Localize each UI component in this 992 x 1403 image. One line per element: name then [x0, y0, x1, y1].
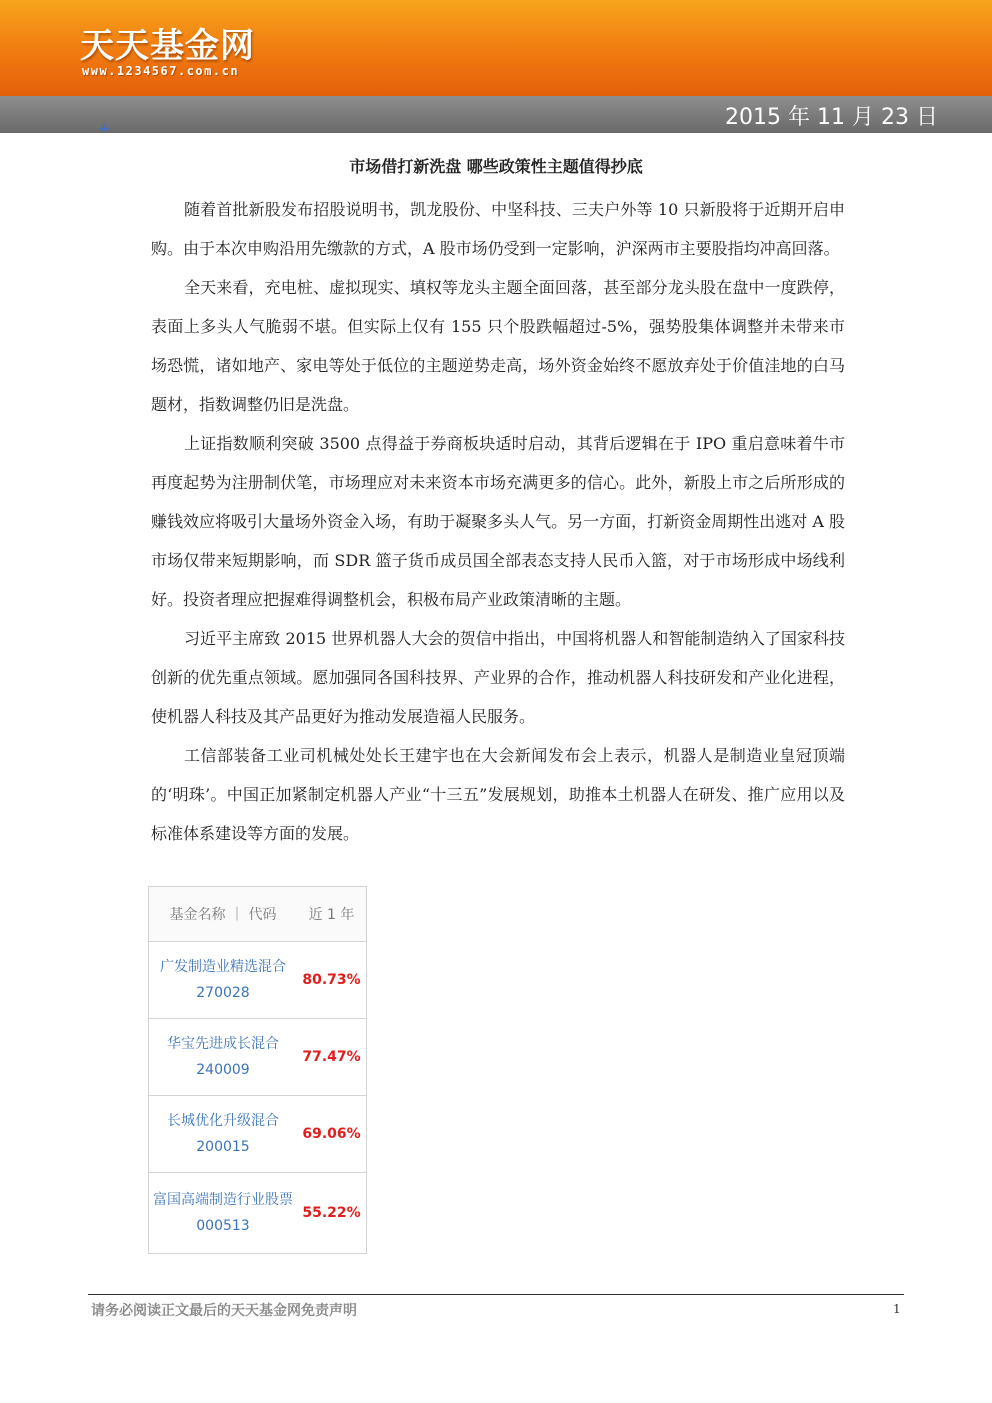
fund-code[interactable]: 200015 — [196, 1139, 250, 1155]
logo-url[interactable]: www.1234567.com.cn — [82, 64, 240, 78]
fund-name[interactable]: 长城优化升级混合 — [167, 1113, 279, 1129]
fund-name[interactable]: 广发制造业精选混合 — [160, 959, 286, 975]
fund-name-cell[interactable] — [149, 1031, 297, 1083]
fund-name-cell[interactable] — [149, 1187, 297, 1239]
header-1y-return: 近 1 年 — [308, 907, 355, 923]
paragraph: 习近平主席致 2015 世界机器人大会的贺信中指出，中国将机器人和智能制造纳入了国家科技创新的优先重点领域。愿加强同各国科技界、产业界的合作，推动机器人科技研发和产业化进程，使机器人科技及其产品更好为推动发展造福人民服务。 — [151, 629, 845, 726]
fund-row[interactable] — [149, 942, 366, 1019]
paragraph: 随着首批新股发布招股说明书，凯龙股份、中坚科技、三夫户外等 10 只新股将于近期开启申购。由于本次申购沿用先缴款的方式，A 股市场仍受到一定影响，沪深两市主要股指均冲高回落。 — [151, 200, 845, 258]
fund-name-cell[interactable] — [149, 954, 297, 1006]
fund-return: 69.06% — [302, 1126, 361, 1142]
footer-divider — [88, 1294, 904, 1295]
paragraph: 工信部装备工业司机械处处长王建宇也在大会新闻发布会上表示，机器人是制造业皇冠顶端的‘明珠’。中国正加紧制定机器人产业“十三五”发展规划，助推本土机器人在研发、推广应用以及标准体系建设等方面的发展。 — [151, 746, 845, 843]
fund-table — [148, 886, 367, 1254]
logo[interactable]: 天天基金网 — [80, 26, 255, 66]
paragraph: 全天来看，充电桩、虚拟现实、填权等龙头主题全面回落，甚至部分龙头股在盘中一度跌停，表面上多头人气脆弱不堪。但实际上仅有 155 只个股跌幅超过-5%，强势股集体调整并未带来市场恐慌，诸如地产、家电等处于低位的主题逆势走高，场外资金始终不愿放弃处于价值洼地的白马题材，指数调整仍旧是洗盘。 — [151, 278, 845, 414]
fund-table-header — [149, 887, 366, 942]
report-date: 2015 年 11 月 23 日 — [725, 105, 938, 130]
paragraph: 上证指数顺利突破 3500 点得益于券商板块适时启动，其背后逻辑在于 IPO 重启意味着牛市再度起势为注册制伏笔，市场理应对未来资本市场充满更多的信心。此外，新股上市之后所形成的赚钱效应将吸引大量场外资金入场，有助于凝聚多头人气。另一方面，打新资金周期性出逃对 A 股市场仅带来短期影响，而 SDR 篮子货币成员国全部表态支持人民币入篮，对于市场形成中场线利好。投资者理应把握难得调整机会，积极布局产业政策清晰的主题。 — [151, 434, 845, 609]
fund-row[interactable] — [149, 1173, 366, 1253]
fund-code[interactable]: 240009 — [196, 1062, 250, 1078]
site-header — [0, 0, 992, 96]
fund-code[interactable]: 000513 — [196, 1218, 250, 1234]
fund-code[interactable]: 270028 — [196, 985, 250, 1001]
plus-icon: + — [98, 121, 110, 137]
fund-row[interactable] — [149, 1096, 366, 1173]
fund-return: 77.47% — [302, 1049, 361, 1065]
date-bar — [0, 96, 992, 133]
page-number: 1 — [893, 1302, 901, 1316]
fund-return: 80.73% — [302, 972, 361, 988]
header-fund-name-code: 基金名称 ｜ 代码 — [169, 907, 277, 923]
fund-row[interactable] — [149, 1019, 366, 1096]
fund-name[interactable]: 富国高端制造行业股票 — [153, 1192, 293, 1208]
disclaimer-notice: 请务必阅读正文最后的天天基金网免责声明 — [91, 1303, 357, 1319]
fund-return: 55.22% — [302, 1205, 361, 1221]
article-body — [151, 190, 845, 853]
fund-name-cell[interactable] — [149, 1108, 297, 1160]
fund-name[interactable]: 华宝先进成长混合 — [167, 1036, 279, 1052]
article-title: 市场借打新洗盘 哪些政策性主题值得抄底 — [349, 157, 643, 176]
